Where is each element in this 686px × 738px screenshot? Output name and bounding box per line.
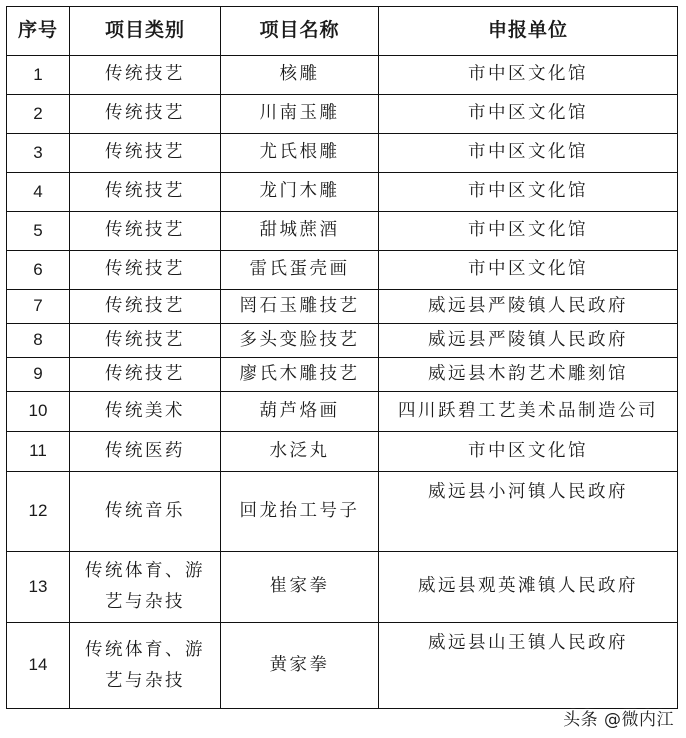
cell-org: 威远县严陵镇人民政府 — [379, 324, 678, 358]
cell-org: 威远县木韵艺术雕刻馆 — [379, 358, 678, 392]
table-row — [7, 552, 678, 623]
cell-category: 传统技艺 — [70, 134, 221, 173]
cell-category: 传统技艺 — [70, 324, 221, 358]
cell-name: 回龙抬工号子 — [221, 472, 379, 552]
watermark: 头条 @微内江 — [563, 710, 674, 730]
table-row — [7, 251, 678, 290]
table-header-row — [7, 7, 678, 56]
cell-category — [70, 623, 221, 709]
cell-num: 10 — [7, 392, 70, 432]
cell-category: 传统技艺 — [70, 212, 221, 251]
table-row — [7, 432, 678, 472]
header-num: 序号 — [7, 7, 70, 56]
cell-num: 13 — [7, 552, 70, 623]
cell-org: 市中区文化馆 — [379, 56, 678, 95]
cell-num: 6 — [7, 251, 70, 290]
cell-name: 崔家拳 — [221, 552, 379, 623]
cell-name: 多头变脸技艺 — [221, 324, 379, 358]
cell-category: 传统技艺 — [70, 95, 221, 134]
cell-category: 传统音乐 — [70, 472, 221, 552]
table-row — [7, 623, 678, 709]
cell-num: 14 — [7, 623, 70, 709]
cell-category: 传统医药 — [70, 432, 221, 472]
table-row — [7, 392, 678, 432]
cell-org: 市中区文化馆 — [379, 95, 678, 134]
cell-category: 传统美术 — [70, 392, 221, 432]
header-category: 项目类别 — [70, 7, 221, 56]
cell-category: 传统技艺 — [70, 358, 221, 392]
cell-org: 市中区文化馆 — [379, 251, 678, 290]
cell-name: 廖氏木雕技艺 — [221, 358, 379, 392]
cell-name: 龙门木雕 — [221, 173, 379, 212]
cell-num: 5 — [7, 212, 70, 251]
cell-num: 4 — [7, 173, 70, 212]
table-row — [7, 324, 678, 358]
cell-org: 威远县观英滩镇人民政府 — [379, 552, 678, 623]
table-row — [7, 95, 678, 134]
cell-num: 11 — [7, 432, 70, 472]
cell-category: 传统技艺 — [70, 290, 221, 324]
cell-category-line1: 传统体育、游 — [85, 561, 205, 582]
table-row — [7, 173, 678, 212]
cell-category: 传统技艺 — [70, 56, 221, 95]
table-row — [7, 212, 678, 251]
table-row — [7, 472, 678, 552]
cell-num: 3 — [7, 134, 70, 173]
cell-name: 水泛丸 — [221, 432, 379, 472]
cell-num: 7 — [7, 290, 70, 324]
cell-name: 黄家拳 — [221, 623, 379, 709]
cell-category-line1: 传统体育、游 — [85, 639, 205, 660]
cell-category: 传统技艺 — [70, 173, 221, 212]
cell-num: 1 — [7, 56, 70, 95]
header-name: 项目名称 — [221, 7, 379, 56]
cell-name: 雷氏蛋壳画 — [221, 251, 379, 290]
cell-category: 传统技艺 — [70, 251, 221, 290]
cell-name: 甜城蔗酒 — [221, 212, 379, 251]
table-row — [7, 56, 678, 95]
cell-category-line2: 艺与杂技 — [105, 592, 185, 612]
heritage-project-table — [6, 6, 678, 709]
cell-name: 葫芦烙画 — [221, 392, 379, 432]
cell-org: 威远县山王镇人民政府 — [379, 623, 678, 709]
cell-org: 威远县严陵镇人民政府 — [379, 290, 678, 324]
cell-name: 尤氏根雕 — [221, 134, 379, 173]
cell-org: 市中区文化馆 — [379, 432, 678, 472]
cell-org: 市中区文化馆 — [379, 212, 678, 251]
cell-num: 9 — [7, 358, 70, 392]
table-row — [7, 290, 678, 324]
cell-org: 四川跃碧工艺美术品制造公司 — [379, 392, 678, 432]
cell-name: 核雕 — [221, 56, 379, 95]
cell-category — [70, 552, 221, 623]
cell-org: 市中区文化馆 — [379, 173, 678, 212]
cell-category-line2: 艺与杂技 — [105, 670, 185, 691]
header-org: 申报单位 — [379, 7, 678, 56]
cell-name: 川南玉雕 — [221, 95, 379, 134]
cell-num: 8 — [7, 324, 70, 358]
cell-name: 罔石玉雕技艺 — [221, 290, 379, 324]
cell-org: 市中区文化馆 — [379, 134, 678, 173]
table-row — [7, 358, 678, 392]
cell-num: 2 — [7, 95, 70, 134]
cell-org: 威远县小河镇人民政府 — [379, 472, 678, 552]
table-row — [7, 134, 678, 173]
cell-num: 12 — [7, 472, 70, 552]
